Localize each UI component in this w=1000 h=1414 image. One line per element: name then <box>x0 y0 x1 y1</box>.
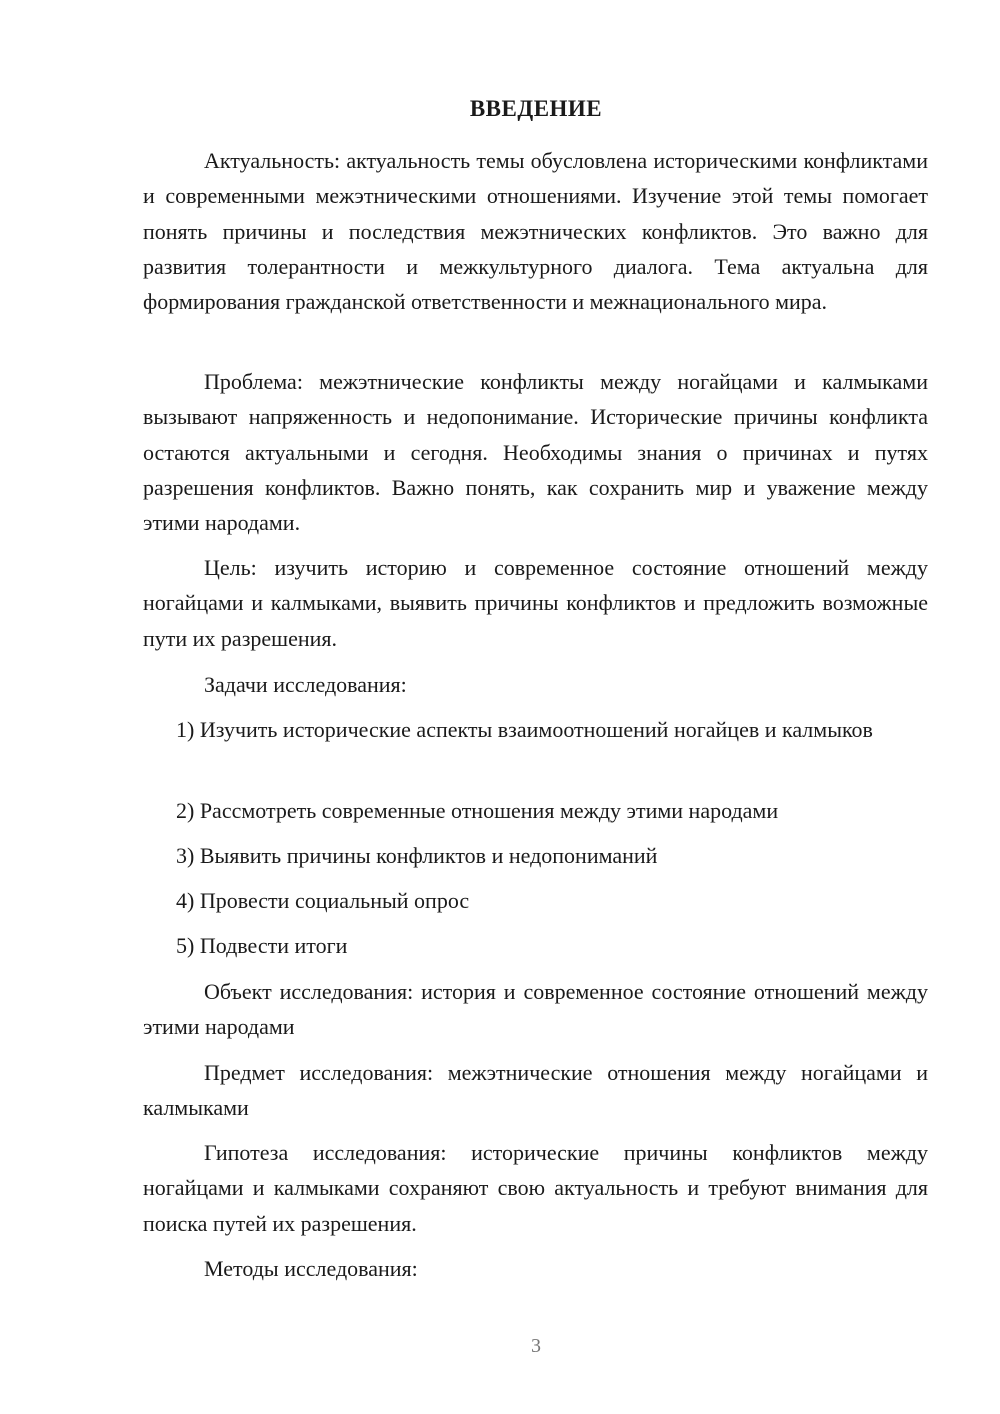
task-item-5: 5) Подвести итоги <box>176 933 348 958</box>
task-item-4: 4) Провести социальный опрос <box>176 888 470 913</box>
methods-title: Методы исследования: <box>204 1256 418 1281</box>
paragraph-relevance: Актуальность: актуальность темы обусловлена историческими конфликтами и современными межэтническими отношениями. Изучение этой темы помогает понять причины и последствия межэтнических конфликтов. Это важно для развития толерантности и межкультурного диалога. Тема актуальна для формирования гражданской ответственности и межнационального мира. <box>143 148 928 315</box>
paragraph-object: Объект исследования: история и современное состояние отношений между этими народами <box>143 979 928 1040</box>
paragraph-subject: Предмет исследования: межэтнические отношения между ногайцами и калмыками <box>143 1060 928 1121</box>
task-item-2: 2) Рассмотреть современные отношения между этими народами <box>176 798 779 823</box>
paragraph-hypothesis: Гипотеза исследования: исторические причины конфликтов между ногайцами и калмыками сохраняют свою актуальность и требуют внимания для поиска путей их разрешения. <box>143 1140 928 1236</box>
section-heading: ВВЕДЕНИЕ <box>469 96 603 121</box>
page-number: 3 <box>531 1335 541 1357</box>
task-item-3: 3) Выявить причины конфликтов и недопониманий <box>176 843 658 868</box>
paragraph-goal: Цель: изучить историю и современное состояние отношений между ногайцами и калмыками, выявить причины конфликтов и предложить возможные пути их разрешения. <box>143 555 928 651</box>
paragraph-problem: Проблема: межэтнические конфликты между ногайцами и калмыками вызывают напряженность и недопонимание. Исторические причины конфликта остаются актуальными и сегодня. Необходимы знания о причинах и путях разрешения конфликтов. Важно понять, как сохранить мир и уважение между этими народами. <box>143 369 928 536</box>
tasks-title: Задачи исследования: <box>204 672 407 697</box>
task-item-1: 1) Изучить исторические аспекты взаимоотношений ногайцев и калмыков <box>176 717 873 742</box>
